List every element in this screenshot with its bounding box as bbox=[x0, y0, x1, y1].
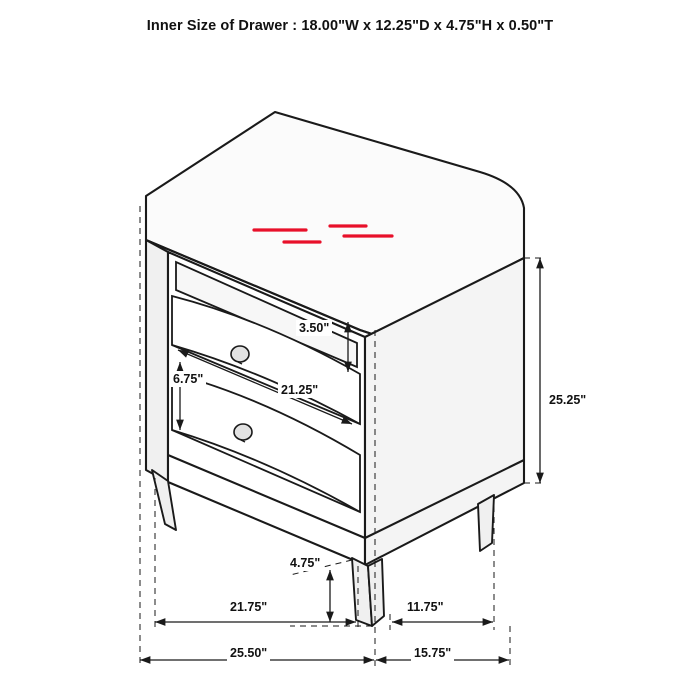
dim-leg-height: 4.75" bbox=[287, 555, 323, 571]
dim-overall-depth: 15.75" bbox=[411, 645, 454, 661]
page-title: Inner Size of Drawer : 18.00"W x 12.25"D x 4.75"H x 0.50"T bbox=[146, 18, 554, 34]
dim-lower-drawer-height: 6.75" bbox=[170, 371, 206, 387]
dim-overall-width: 25.50" bbox=[227, 645, 270, 661]
dim-drawer-front-height: 3.50" bbox=[296, 320, 332, 336]
dim-front-inner-width: 21.75" bbox=[227, 599, 270, 615]
dim-side-inner-depth: 11.75" bbox=[404, 599, 447, 615]
dim-overall-height: 25.25" bbox=[546, 392, 589, 408]
dim-drawer-front-width: 21.25" bbox=[278, 382, 321, 398]
